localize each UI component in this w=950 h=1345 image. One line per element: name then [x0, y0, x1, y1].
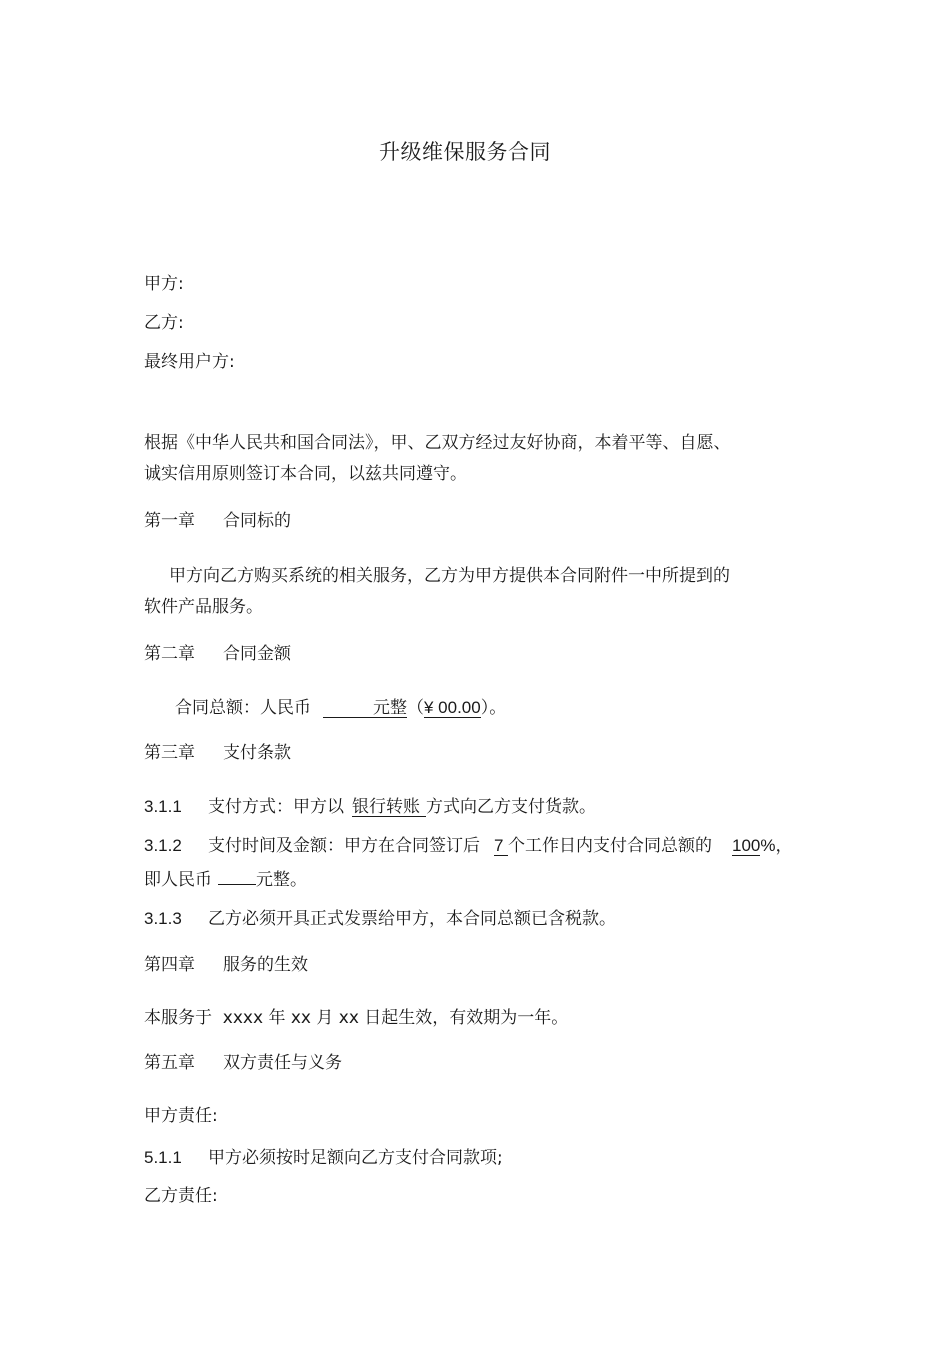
clause-3-1-1-suffix: 方式向乙方支付货款。 [426, 797, 596, 817]
chapter-4-heading [144, 955, 308, 975]
clause-3-1-3 [144, 909, 616, 929]
chapter-3-number: 第三章 [144, 743, 195, 763]
clause-3-1-2-prefix: 支付时间及金额：甲方在合同签订后 [208, 836, 480, 856]
chapter-1-title: 合同标的 [223, 511, 291, 531]
clause-3-1-2-line-1 [144, 836, 793, 856]
payment-percent: 100 [732, 836, 761, 855]
chapter-1-number: 第一章 [144, 511, 195, 531]
payment-amount-blank [218, 884, 256, 885]
clause-3-1-2-line-2-suffix: 元整。 [256, 870, 307, 890]
contract-total-line [175, 698, 506, 718]
clause-5-1-1 [144, 1148, 503, 1168]
document-title: 升级维保服务合同 [379, 140, 551, 164]
chapter-1-body-line-2: 软件产品服务。 [144, 597, 263, 617]
amount-paren-close: ）。 [480, 698, 507, 718]
clause-3-1-3-text: 乙方必须开具正式发票给甲方，本合同总额已含税款。 [208, 909, 616, 929]
clause-3-1-2-middle: 个工作日内支付合同总额的 [508, 836, 712, 856]
payment-percent-suffix: %， [760, 836, 793, 855]
amount-paren-open: （ [407, 698, 424, 718]
amount-value: ¥ 00.00 [424, 698, 481, 717]
chapter-1-heading [144, 511, 291, 531]
payment-method: 银行转账 [352, 798, 426, 817]
chapter-4-number: 第四章 [144, 955, 195, 975]
yuan-blank [323, 699, 407, 718]
chapter-2-number: 第二章 [144, 644, 195, 664]
chapter-4-title: 服务的生效 [223, 955, 308, 975]
clause-3-1-3-number: 3.1.3 [144, 909, 182, 928]
preamble-line-2: 诚实信用原则签订本合同，以兹共同遵守。 [144, 464, 467, 484]
chapter-2-heading [144, 644, 291, 664]
party-a-duty-label: 甲方责任: [144, 1106, 218, 1126]
clause-3-1-1 [144, 797, 596, 817]
chapter-5-number: 第五章 [144, 1053, 195, 1073]
chapter-3-heading [144, 743, 291, 763]
party-a-label: 甲方: [144, 274, 184, 294]
yuan-text: 元整 [373, 698, 407, 718]
payment-days: 7 [494, 837, 508, 856]
clause-3-1-2-number: 3.1.2 [144, 836, 182, 855]
chapter-4-body: 本服务于 xxxx 年 xx 月 xx 日起生效，有效期为一年。 [144, 1008, 569, 1028]
clause-5-1-1-number: 5.1.1 [144, 1148, 182, 1167]
contract-total-label: 合同总额：人民币 [175, 698, 311, 718]
chapter-5-title: 双方责任与义务 [223, 1053, 342, 1073]
party-b-duty-label: 乙方责任: [144, 1186, 218, 1206]
chapter-5-heading [144, 1053, 342, 1073]
chapter-1-body-line-1: 甲方向乙方购买系统的相关服务，乙方为甲方提供本合同附件一中所提到的 [169, 566, 730, 586]
clause-5-1-1-text: 甲方必须按时足额向乙方支付合同款项; [208, 1148, 503, 1168]
clause-3-1-2-line-2-prefix: 即人民币 [144, 870, 212, 890]
party-b-label: 乙方: [144, 313, 184, 333]
chapter-2-title: 合同金额 [223, 644, 291, 664]
clause-3-1-1-number: 3.1.1 [144, 797, 182, 816]
chapter-3-title: 支付条款 [223, 743, 291, 763]
end-user-label: 最终用户方: [144, 352, 235, 372]
clause-3-1-2-line-2 [144, 870, 307, 890]
clause-3-1-1-prefix: 支付方式：甲方以 [208, 797, 344, 817]
preamble-line-1: 根据《中华人民共和国合同法》，甲、乙双方经过友好协商，本着平等、自愿、 [144, 433, 731, 453]
